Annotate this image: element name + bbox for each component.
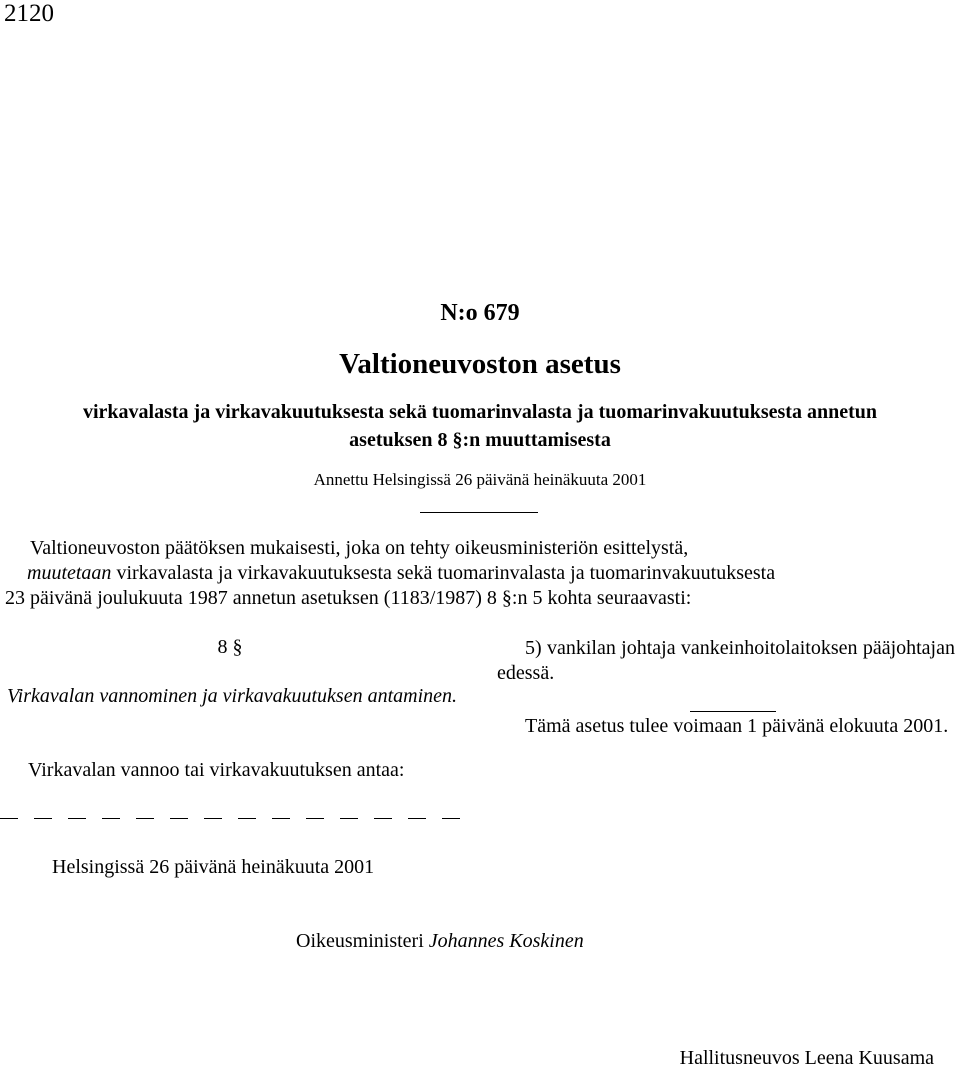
- document-number: N:o 679: [440, 300, 520, 326]
- dash: [34, 818, 52, 819]
- preamble-line-3: 23 päivänä joulukuuta 1987 annetun asetuksen (1183/1987) 8 §:n 5 kohta seuraavasti:: [5, 587, 692, 609]
- dash: [340, 818, 358, 819]
- dash: [374, 818, 392, 819]
- dash: [442, 818, 460, 819]
- dash: [204, 818, 222, 819]
- subject-line-1: virkavalasta ja virkavakuutuksesta sekä tuomarinvalasta ja tuomarinvakuutuksesta annetun: [82, 401, 877, 423]
- preamble-line-2: [0, 561, 960, 586]
- page-number: 2120: [4, 0, 54, 27]
- minister-signature: [296, 930, 584, 953]
- item-5: 5) vankilan johtaja vankeinhoitolaitoksen pääjohtajan edessä.: [497, 637, 955, 684]
- subject-line-2: asetuksen 8 §:n muuttamisesta: [349, 429, 611, 451]
- dash: [170, 818, 188, 819]
- preamble-line-2-rest: virkavalasta ja virkavakuutuksesta sekä tuomarinvalasta ja tuomarinvakuutuksesta: [111, 562, 776, 584]
- body-divider: [690, 711, 776, 712]
- dash: [306, 818, 324, 819]
- signature-place-date: Helsingissä 26 päivänä heinäkuuta 2001: [52, 856, 375, 878]
- dash: [272, 818, 290, 819]
- section-heading: Virkavalan vannominen ja virkavakuutuksen antaminen.: [6, 685, 458, 707]
- dash: [238, 818, 256, 819]
- dash: [408, 818, 426, 819]
- dash: [68, 818, 86, 819]
- preamble: [0, 536, 960, 611]
- dash: [102, 818, 120, 819]
- preamble-amend-verb: muutetaan: [27, 562, 112, 584]
- given-date-line: Annettu Helsingissä 26 päivänä heinäkuuta 2001: [313, 470, 647, 489]
- section-body: Virkavalan vannoo tai virkavakuutuksen antaa:: [28, 759, 405, 781]
- decree-subject: [0, 398, 960, 454]
- counsellor-signature: Hallitusneuvos Leena Kuusama: [679, 1047, 934, 1069]
- dash: [136, 818, 154, 819]
- dash: [0, 818, 18, 819]
- entry-into-force: Tämä asetus tulee voimaan 1 päivänä elokuuta 2001.: [525, 715, 949, 737]
- minister-title: Oikeusministeri: [296, 930, 424, 952]
- minister-name: Johannes Koskinen: [428, 930, 584, 952]
- title-divider: [420, 512, 538, 513]
- omission-dashes: [0, 818, 460, 819]
- preamble-line-1: Valtioneuvoston päätöksen mukaisesti, joka on tehty oikeusministeriön esittelystä,: [30, 537, 689, 559]
- section-mark: 8 §: [217, 636, 243, 658]
- decree-title: Valtioneuvoston asetus: [339, 348, 621, 380]
